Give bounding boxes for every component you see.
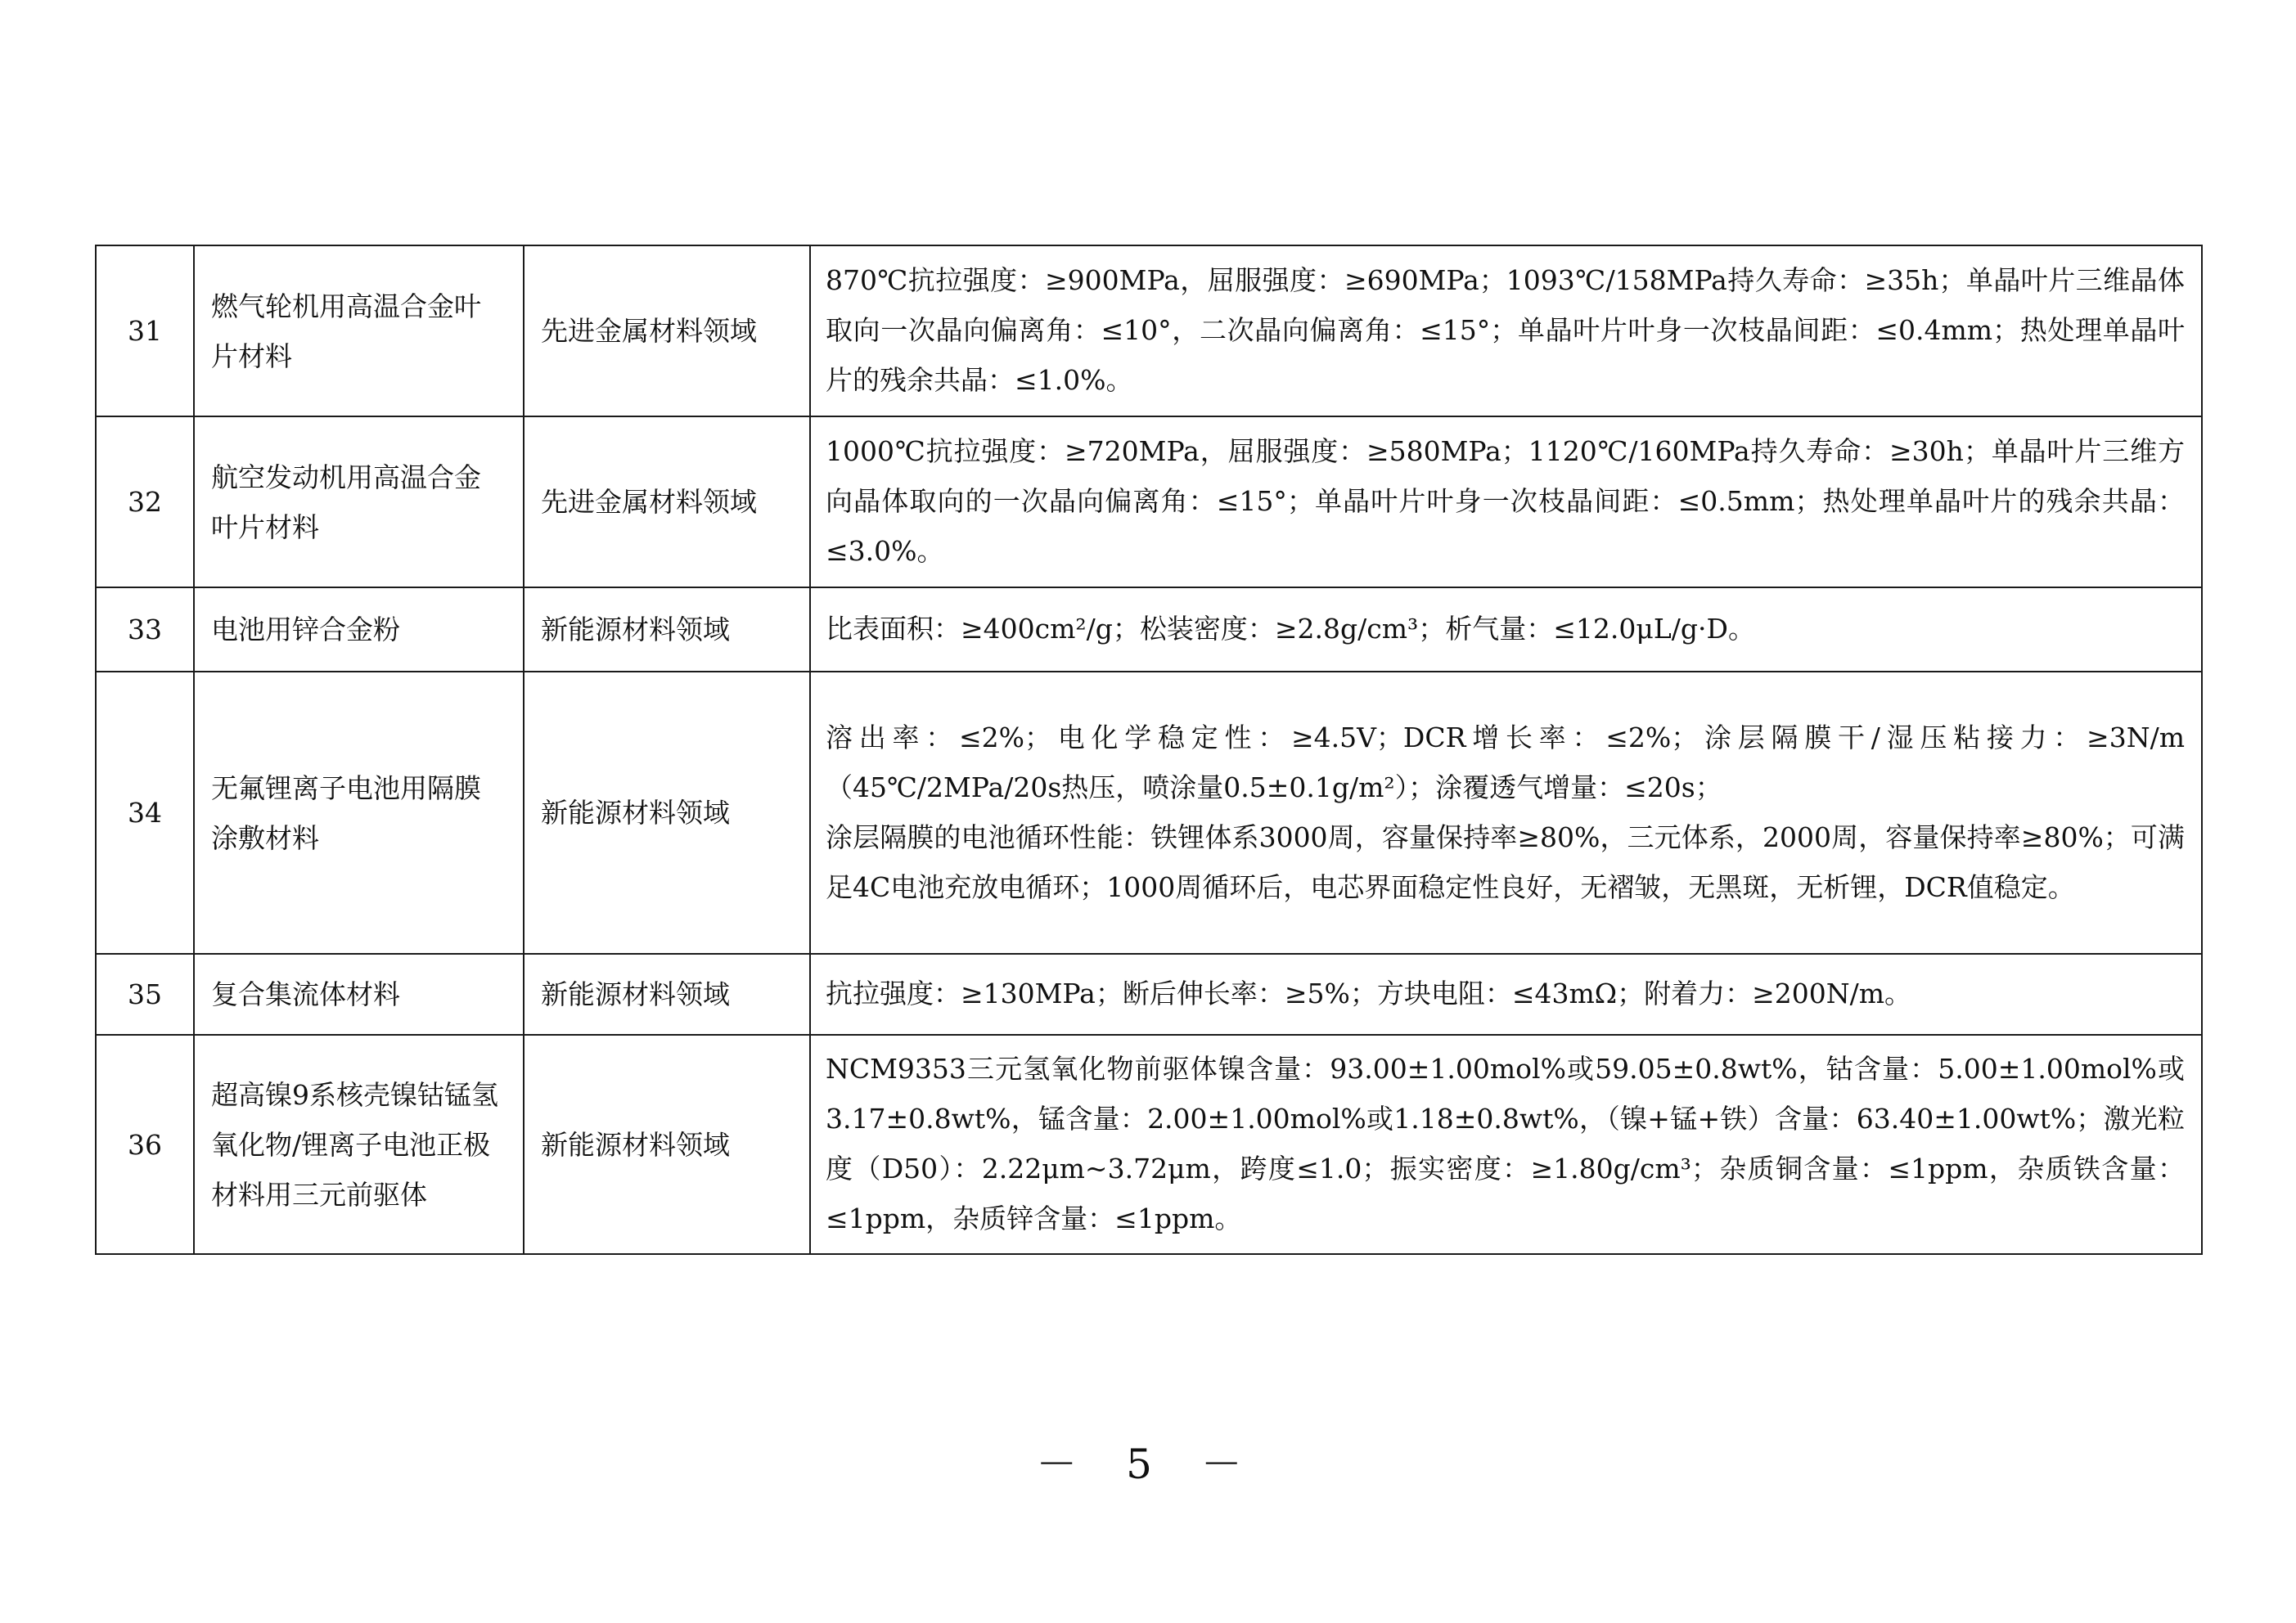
material-spec <box>810 587 2202 672</box>
spec-paragraph: 1000℃抗拉强度：≥720MPa，屈服强度：≥580MPa；1120℃/160MPa持久寿命：≥30h；单晶叶片三维方向晶体取向的一次晶向偏离角：≤15°；单晶叶片叶身一次枝晶间距：≤0.5mm；热处理单晶叶片的残余共晶：≤3.0%。 <box>826 435 2185 567</box>
spec-table <box>95 245 2203 1255</box>
spec-paragraph: 涂层隔膜的电池循环性能：铁锂体系3000周，容量保持率≥80%，三元体系，2000周，容量保持率≥80%；可满足4C电池充放电循环；1000周循环后，电芯界面稳定性良好，无褶皱，无黑斑，无析锂，DCR值稳定。 <box>826 820 2185 903</box>
row-number: 35 <box>96 954 194 1035</box>
table-row <box>96 587 2202 672</box>
spec-paragraph: 溶出率：≤2%；电化学稳定性：≥4.5V；DCR增长率：≤2%；涂层隔膜干/湿压粘接力：≥3N/m（45℃/2MPa/20s热压，喷涂量0.5±0.1g/m²）；涂覆透气增量：≤20s； <box>826 721 2185 803</box>
material-field: 新能源材料领域 <box>524 672 810 954</box>
material-field: 新能源材料领域 <box>524 1035 810 1254</box>
material-spec <box>810 1035 2202 1254</box>
row-number: 32 <box>96 416 194 587</box>
table-row <box>96 416 2202 587</box>
row-number: 34 <box>96 672 194 954</box>
spec-paragraph: 比表面积：≥400cm²/g；松装密度：≥2.8g/cm³；析气量：≤12.0μL/g·D。 <box>826 613 1755 645</box>
material-name: 超高镍9系核壳镍钴锰氢氧化物/锂离子电池正极材料用三元前驱体 <box>194 1035 524 1254</box>
table-row <box>96 954 2202 1035</box>
table-row <box>96 672 2202 954</box>
material-field: 新能源材料领域 <box>524 587 810 672</box>
material-name: 航空发动机用高温合金叶片材料 <box>194 416 524 587</box>
row-number: 36 <box>96 1035 194 1254</box>
material-field: 先进金属材料领域 <box>524 245 810 416</box>
material-field: 新能源材料领域 <box>524 954 810 1035</box>
material-spec <box>810 416 2202 587</box>
material-field: 先进金属材料领域 <box>524 416 810 587</box>
row-number: 31 <box>96 245 194 416</box>
spec-paragraph: NCM9353三元氢氧化物前驱体镍含量：93.00±1.00mol%或59.05±0.8wt%，钴含量：5.00±1.00mol%或3.17±0.8wt%，锰含量：2.00±1.00mol%或1.18±0.8wt%，（镍+锰+铁）含量：63.40±1.00wt%；激光粒度（D50）：2.22μm~3.72μm，跨度≤1.0；振实密度：≥1.80g/cm³；杂质铜含量：≤1ppm，杂质铁含量：≤1ppm，杂质锌含量：≤1ppm。 <box>826 1053 2185 1234</box>
spec-paragraph: 抗拉强度：≥130MPa；断后伸长率：≥5%；方块电阻：≤43mΩ；附着力：≥200N/m。 <box>826 978 1912 1009</box>
material-name: 复合集流体材料 <box>194 954 524 1035</box>
material-name: 电池用锌合金粉 <box>194 587 524 672</box>
table-row <box>96 1035 2202 1254</box>
page-number: － 5 － <box>1036 1441 1260 1488</box>
material-spec <box>810 245 2202 416</box>
row-number: 33 <box>96 587 194 672</box>
material-spec <box>810 954 2202 1035</box>
table-row <box>96 245 2202 416</box>
material-name: 无氟锂离子电池用隔膜涂敷材料 <box>194 672 524 954</box>
material-spec <box>810 672 2202 954</box>
material-name: 燃气轮机用高温合金叶片材料 <box>194 245 524 416</box>
spec-paragraph: 870℃抗拉强度：≥900MPa，屈服强度：≥690MPa；1093℃/158MPa持久寿命：≥35h；单晶叶片三维晶体取向一次晶向偏离角：≤10°，二次晶向偏离角：≤15°；单晶叶片叶身一次枝晶间距：≤0.4mm；热处理单晶叶片的残余共晶：≤1.0%。 <box>826 264 2185 396</box>
